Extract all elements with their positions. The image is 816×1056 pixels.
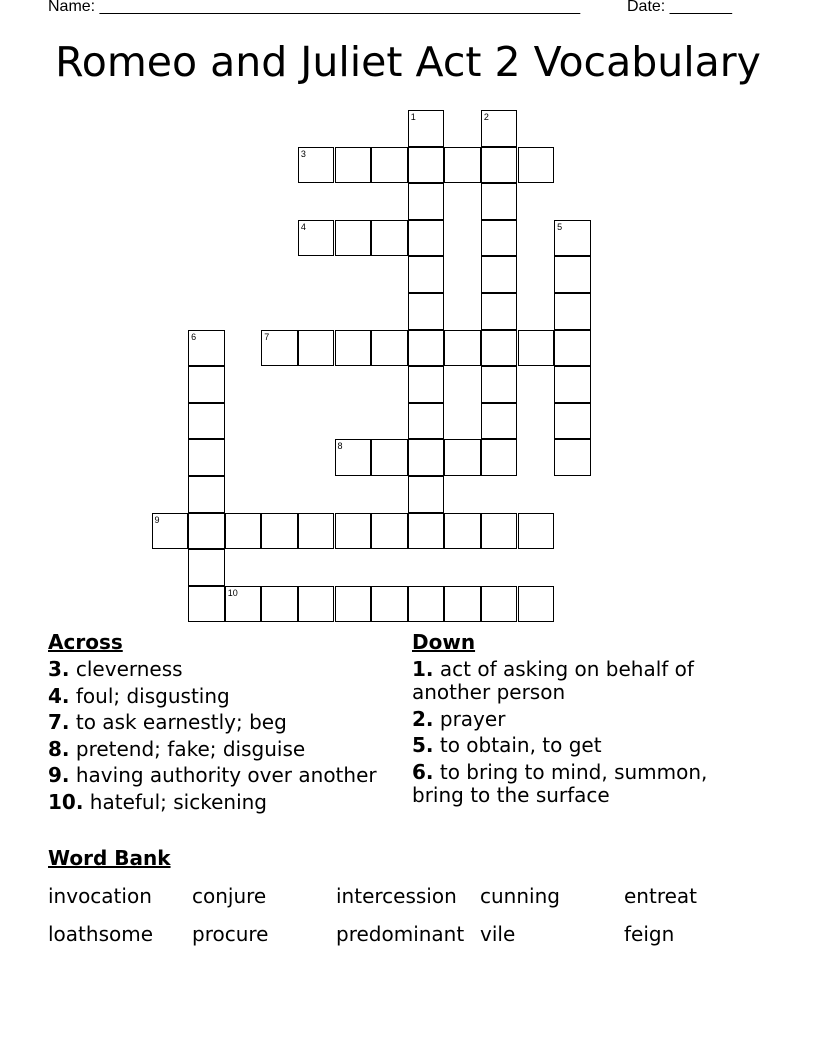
crossword-cell[interactable] [444, 513, 481, 550]
clue-number-label: 5 [557, 221, 563, 232]
clue-number-label: 4 [300, 221, 306, 232]
clue-text: hateful; sickening [89, 789, 267, 814]
crossword-cell[interactable] [518, 330, 555, 367]
crossword-cell[interactable] [261, 513, 298, 550]
crossword-cell[interactable] [554, 366, 591, 403]
crossword-cell[interactable] [408, 256, 445, 293]
crossword-cell[interactable] [481, 439, 518, 476]
crossword-cell[interactable] [481, 256, 518, 293]
crossword-cell[interactable] [298, 220, 335, 257]
crossword-cell[interactable] [371, 513, 408, 550]
crossword-cell[interactable] [335, 147, 372, 184]
clue-number-label: 9 [154, 514, 160, 525]
clue-number-label: 7 [264, 331, 270, 342]
clue-text: act of asking on behalf of another person [412, 657, 694, 704]
crossword-cell[interactable] [408, 586, 445, 623]
clue-text: pretend; fake; disguise [75, 736, 306, 761]
clue-text: cleverness [75, 657, 183, 681]
crossword-cell[interactable] [225, 513, 262, 550]
across-clue [48, 685, 393, 708]
crossword-cell[interactable] [371, 220, 408, 257]
crossword-cell[interactable] [188, 366, 225, 403]
crossword-cell[interactable] [408, 439, 445, 476]
clue-number: 8. [48, 736, 70, 761]
crossword-cell[interactable] [554, 293, 591, 330]
word-bank-item: procure [192, 922, 269, 946]
clue-number: 1. [412, 657, 434, 681]
clue-text: to bring to mind, summon, bring to the surface [412, 759, 708, 807]
clue-text: having authority over another [75, 763, 377, 787]
crossword-cell[interactable] [188, 330, 225, 367]
crossword-cell[interactable] [188, 549, 225, 586]
clue-text: foul; disgusting [75, 683, 230, 708]
crossword-cell[interactable] [408, 293, 445, 330]
clue-number: 7. [48, 710, 70, 734]
word-bank-heading: Word Bank [48, 846, 171, 870]
crossword-cell[interactable] [481, 330, 518, 367]
across-clue [48, 711, 393, 734]
clue-number-label: 10 [227, 587, 238, 598]
crossword-cell[interactable] [444, 439, 481, 476]
crossword-cell[interactable] [554, 330, 591, 367]
clue-number-label: 1 [410, 112, 416, 122]
crossword-cell[interactable] [335, 220, 372, 257]
crossword-cell[interactable] [554, 256, 591, 293]
crossword-cell[interactable] [481, 220, 518, 257]
crossword-cell[interactable] [298, 513, 335, 550]
crossword-cell[interactable] [408, 183, 445, 220]
crossword-cell[interactable] [554, 220, 591, 257]
clue-number: 4. [48, 683, 70, 708]
crossword-cell[interactable] [408, 476, 445, 513]
date-field-label: Date: _______ [627, 0, 732, 15]
across-clue [48, 764, 393, 787]
word-bank-item: entreat [624, 884, 698, 908]
crossword-cell[interactable] [152, 513, 189, 550]
word-bank-item: loathsome [48, 922, 154, 946]
crossword-cell[interactable] [188, 476, 225, 513]
crossword-cell[interactable] [188, 586, 225, 623]
clue-number: 2. [412, 706, 434, 731]
word-bank-item: predominant [336, 922, 465, 946]
crossword-cell[interactable] [554, 403, 591, 440]
down-heading: Down [412, 630, 476, 654]
crossword-cell[interactable] [335, 586, 372, 623]
clue-number: 3. [48, 657, 70, 681]
clue-number: 9. [48, 763, 70, 787]
clue-text: to obtain, to get [439, 733, 602, 757]
crossword-cell[interactable] [188, 439, 225, 476]
crossword-cell[interactable] [371, 439, 408, 476]
crossword-cell[interactable] [518, 147, 555, 184]
down-clue [412, 761, 757, 807]
crossword-cell[interactable] [225, 586, 262, 623]
crossword-cell[interactable] [481, 403, 518, 440]
word-bank-item: cunning [480, 884, 560, 908]
crossword-cell[interactable] [481, 513, 518, 550]
crossword-cell[interactable] [335, 439, 372, 476]
crossword-cell[interactable] [444, 586, 481, 623]
crossword-cell[interactable] [371, 586, 408, 623]
crossword-cell[interactable] [261, 330, 298, 367]
crossword-cell[interactable] [261, 586, 298, 623]
down-clue [412, 734, 757, 757]
crossword-cell[interactable] [554, 439, 591, 476]
crossword-cell[interactable] [408, 513, 445, 550]
clue-text: prayer [439, 706, 506, 731]
across-clue [48, 791, 393, 814]
crossword-cell[interactable] [408, 366, 445, 403]
clue-number-label: 8 [337, 441, 343, 452]
crossword-cell[interactable] [408, 330, 445, 367]
crossword-cell[interactable] [481, 147, 518, 184]
down-clue [412, 708, 757, 731]
across-clue [48, 738, 393, 761]
crossword-cell[interactable] [408, 403, 445, 440]
clue-number-label: 6 [191, 331, 197, 342]
crossword-cell[interactable] [335, 513, 372, 550]
clue-number: 6. [412, 759, 434, 784]
word-bank-item: intercession [336, 884, 457, 908]
word-bank-item: vile [480, 922, 516, 946]
crossword-cell[interactable] [298, 586, 335, 623]
clue-number-label: 2 [483, 112, 489, 122]
across-clues [48, 630, 393, 817]
clue-text: to ask earnestly; beg [75, 710, 287, 734]
down-clue [412, 658, 757, 704]
crossword-cell[interactable] [188, 513, 225, 550]
word-bank-item: feign [624, 922, 675, 946]
down-clues [412, 630, 757, 810]
crossword-cell[interactable] [408, 220, 445, 257]
crossword-cell[interactable] [444, 147, 481, 184]
crossword-cell[interactable] [408, 110, 445, 147]
crossword-cell[interactable] [371, 330, 408, 367]
across-clue [48, 658, 393, 681]
crossword-cell[interactable] [298, 330, 335, 367]
crossword-cell[interactable] [481, 293, 518, 330]
word-bank-item: invocation [48, 884, 152, 908]
crossword-cell[interactable] [371, 147, 408, 184]
clue-number: 10. [48, 789, 84, 814]
crossword-cell[interactable] [335, 330, 372, 367]
crossword-cell[interactable] [481, 366, 518, 403]
crossword-cell[interactable] [481, 183, 518, 220]
crossword-cell[interactable] [518, 586, 555, 623]
crossword-cell[interactable] [298, 147, 335, 184]
page-title: Romeo and Juliet Act 2 Vocabulary [55, 38, 761, 86]
clue-number: 5. [412, 733, 434, 757]
crossword-cell[interactable] [481, 586, 518, 623]
crossword-cell[interactable] [188, 403, 225, 440]
crossword-cell[interactable] [444, 330, 481, 367]
across-heading: Across [48, 630, 123, 654]
crossword-cell[interactable] [481, 110, 518, 147]
crossword-cell[interactable] [408, 147, 445, 184]
word-bank-item: conjure [192, 884, 267, 908]
name-field-label: Name: ______________________________________________________ [48, 0, 581, 15]
clue-number-label: 3 [300, 148, 306, 159]
crossword-cell[interactable] [518, 513, 555, 550]
